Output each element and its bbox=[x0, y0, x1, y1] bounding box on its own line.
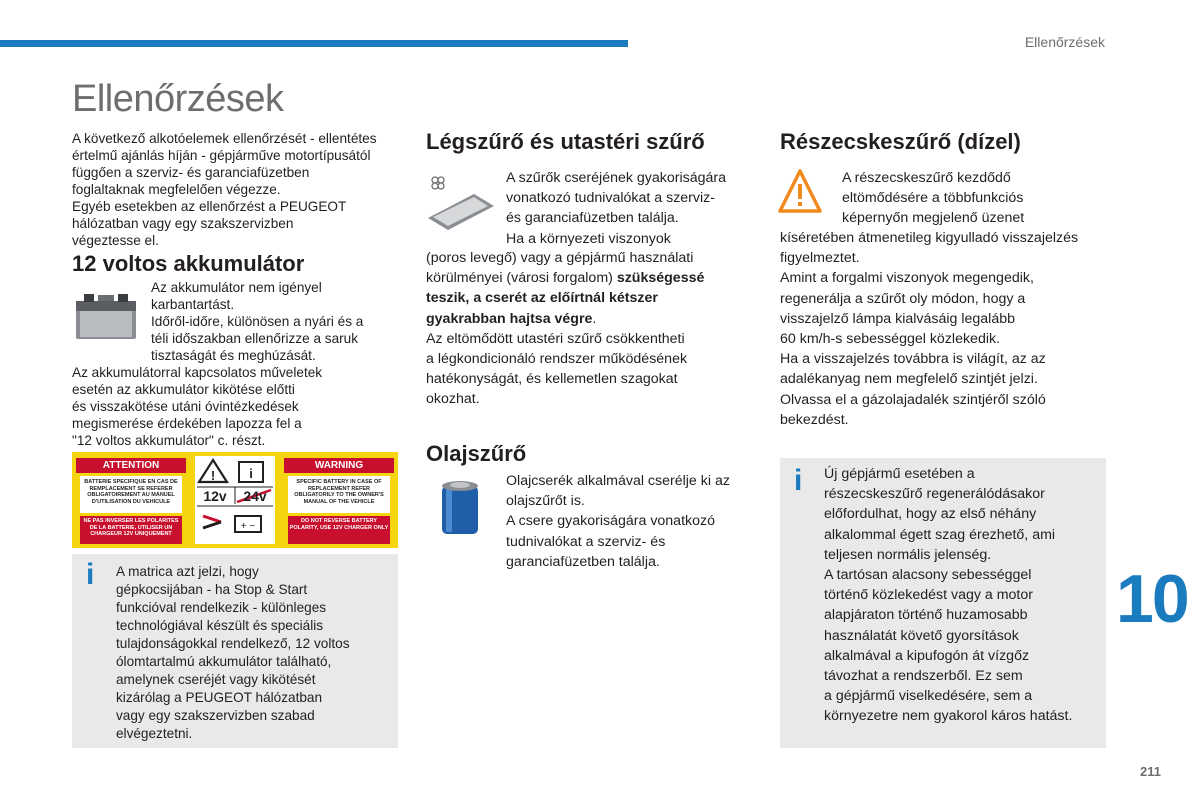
particle-filter-line: képernyőn megjelenő üzenet bbox=[842, 210, 1025, 227]
info-line: a gépjármű viselkedésére, sem a bbox=[824, 688, 1033, 705]
label-en-red: DO NOT REVERSE BATTERY POLARITY, USE 12V CHARGER ONLY bbox=[288, 516, 390, 544]
info-line: alkalommal égett szag érezhető, ami bbox=[824, 526, 1056, 543]
battery-line: Időről-időre, különösen a nyári és a bbox=[151, 314, 364, 329]
air-filter-line: Ha a környezeti viszonyok bbox=[506, 230, 671, 247]
top-accent-bar bbox=[0, 40, 628, 47]
battery-line: esetén az akkumulátor kikötése előtti bbox=[72, 382, 295, 397]
air-filter-line: a légkondicionáló rendszer működésének bbox=[426, 351, 688, 368]
air-filter-icon-text bbox=[506, 168, 756, 249]
particle-filter-line: Ha a visszajelzés továbbra is világít, az az bbox=[780, 351, 1046, 368]
intro-line: értelmű ajánlás híján - gépjárműve motortípusától bbox=[72, 148, 371, 163]
air-filter-line: Az eltömődött utastéri szűrő csökkentheti bbox=[426, 330, 685, 347]
air-filter-text-bold: teszik, a cserét az előírtnál kétszer bbox=[426, 290, 658, 307]
info-line: távozhat a rendszerből. Ez sem bbox=[824, 668, 1023, 685]
air-filter-line: A szűrők cseréjének gyakoriságára bbox=[506, 170, 727, 186]
intro-line: hálózatban vagy egy szakszervizben bbox=[72, 216, 294, 231]
info-line: funkcióval rendelkezik - különleges bbox=[116, 600, 327, 615]
battery-line: tisztaságát és meghúzását. bbox=[151, 348, 316, 363]
label-24v: 24v bbox=[243, 488, 267, 504]
intro-line: végeztesse el. bbox=[72, 233, 159, 248]
particle-filter-line: bekezdést. bbox=[780, 411, 849, 428]
info-line: elvégeztetni. bbox=[116, 726, 193, 741]
info-line: történő közlekedést vagy a motor bbox=[824, 587, 1033, 604]
particle-filter-line: eltömődésére a többfunkciós bbox=[842, 190, 1024, 207]
air-filter-text-normal: . bbox=[592, 310, 597, 327]
particle-filter-text bbox=[780, 228, 1110, 430]
info-line: teljesen normális jelenség. bbox=[824, 546, 992, 563]
intro-line: Egyéb esetekben az ellenőrzést a PEUGEOT bbox=[72, 199, 347, 214]
particle-filter-line: regenerálja a szűrőt oly módon, hogy a bbox=[780, 290, 1026, 307]
air-filter-text-bold: gyakrabban hajtsa végre bbox=[426, 310, 593, 327]
info-line: A matrica azt jelzi, hogy bbox=[116, 564, 259, 579]
warning-triangle-icon bbox=[778, 168, 822, 214]
battery-line: megismerése érdekében lapozza fel a bbox=[72, 416, 302, 431]
info-line: használatát követő gyorsítások bbox=[824, 627, 1019, 644]
svg-text:+ −: + − bbox=[240, 521, 256, 532]
info-line: alapjáraton történő huzamosabb bbox=[824, 607, 1028, 624]
label-attention: ATTENTION bbox=[76, 458, 186, 473]
particle-filter-line: Amint a forgalmi viszonyok megengedik, bbox=[780, 270, 1034, 287]
oil-filter-line: A csere gyakoriságára vonatkozó bbox=[506, 513, 715, 530]
air-filter-line bbox=[426, 268, 752, 288]
label-fr-red: NE PAS INVERSER LES POLARITES DE LA BATTERIE, UTILISER UN CHARGEUR 12V UNIQUEMENT bbox=[80, 516, 182, 544]
info-line: előfordulhat, hogy az első néhány bbox=[824, 506, 1037, 523]
oil-filter-line: tudnivalókat a szerviz- és bbox=[506, 533, 666, 550]
particle-filter-icon-text bbox=[842, 168, 1102, 229]
battery-line: téli időszakban ellenőrizze a saruk bbox=[151, 331, 359, 346]
battery-line: karbantartást. bbox=[151, 297, 235, 312]
battery-icon bbox=[72, 285, 144, 345]
info-icon: i bbox=[86, 558, 95, 591]
svg-text:!: ! bbox=[210, 468, 216, 483]
info-icon: i bbox=[794, 464, 803, 497]
label-12v: 12v bbox=[203, 488, 227, 504]
battery-line: "12 voltos akkumulátor" c. részt. bbox=[72, 433, 266, 448]
air-filter-line: vonatkozó tudnivalókat a szerviz- bbox=[506, 190, 715, 207]
particle-filter-line: Olvassa el a gázolajadalék szintjéről szóló bbox=[780, 391, 1046, 408]
battery-info-text bbox=[116, 563, 392, 743]
intro-line: függően a szerviz- és garanciafüzetben bbox=[72, 165, 310, 180]
particle-filter-info-box bbox=[780, 458, 1106, 748]
label-pictograms bbox=[195, 456, 275, 544]
intro-line: A következő alkotóelemek ellenőrzését - ellentétes bbox=[72, 131, 377, 146]
intro-line: foglaltaknak megfelelően végezze. bbox=[72, 182, 281, 197]
particle-filter-line: adalékanyag nem megfelelő szintjét jelzi. bbox=[780, 371, 1038, 388]
oil-filter-line: Olajcserék alkalmával cserélje ki az bbox=[506, 473, 730, 489]
particle-filter-info-text bbox=[824, 464, 1104, 727]
air-filter-line: (poros levegő) vagy a gépjármű használati bbox=[426, 250, 694, 266]
air-filter-text-bold: szükségessé bbox=[616, 270, 705, 287]
label-fr-box: BATTERIE SPECIFIQUE EN CAS DE REMPLACEMENT SE REFERER OBLIGATOIREMENT AU MANUEL D'UTILISATION DU VEHICULE bbox=[80, 476, 182, 513]
particle-filter-heading: Részecskeszűrő (dízel) bbox=[780, 129, 1021, 154]
air-filter-line: hatékonyságát, és kellemetlen szagokat bbox=[426, 371, 678, 388]
air-filter-line: okozhat. bbox=[426, 391, 480, 408]
battery-line: Az akkumulátorral kapcsolatos műveletek bbox=[72, 365, 323, 380]
particle-filter-line: 60 km/h-s sebességgel közlekedik. bbox=[780, 331, 1001, 348]
battery-line: Az akkumulátor nem igényel bbox=[151, 280, 322, 295]
info-line: A tartósan alacsony sebességgel bbox=[824, 567, 1032, 584]
page-title: Ellenőrzések bbox=[72, 78, 284, 120]
battery-info-box bbox=[72, 554, 398, 748]
page-number: 211 bbox=[1140, 764, 1161, 779]
info-line: amelynek cseréjét vagy kikötését bbox=[116, 672, 316, 687]
battery-icon-text bbox=[151, 279, 401, 364]
air-filter-line bbox=[426, 309, 752, 329]
label-en-box: SPECIFIC BATTERY IN CASE OF REPLACEMENT REFER OBLIGATORILY TO THE OWNER'S MANUAL OF THE VEHICLE bbox=[288, 476, 390, 513]
intro-text bbox=[72, 130, 398, 249]
oil-filter-icon bbox=[436, 478, 484, 538]
chapter-number: 10 bbox=[1116, 561, 1188, 637]
label-warning: WARNING bbox=[284, 458, 394, 473]
info-line: környezetre nem gyakorol káros hatást. bbox=[824, 708, 1073, 725]
info-line: alkalmával a kipufogón át vízgőz bbox=[824, 647, 1030, 664]
oil-filter-text bbox=[506, 471, 756, 572]
battery-warning-label bbox=[72, 452, 398, 548]
info-line: részecskeszűrő regenerálódásakor bbox=[824, 486, 1045, 503]
particle-filter-line: A részecskeszűrő kezdődő bbox=[842, 170, 1011, 186]
info-line: ólomtartalmú akkumulátor található, bbox=[116, 654, 332, 669]
info-line: technológiával készült és speciális bbox=[116, 618, 324, 633]
air-filter-text-normal: körülményei (városi forgalom) bbox=[426, 270, 617, 287]
battery-text bbox=[72, 364, 398, 449]
info-line: tulajdonságokkal rendelkező, 12 voltos bbox=[116, 636, 350, 651]
air-filter-line bbox=[426, 288, 752, 308]
particle-filter-line: kíséretében átmenetileg kigyulladó visszajelzés bbox=[780, 230, 1079, 246]
air-filter-heading: Légszűrő és utastéri szűrő bbox=[426, 129, 705, 154]
air-filter-line: és garanciafüzetben találja. bbox=[506, 210, 679, 227]
info-line: gépkocsijában - ha Stop & Start bbox=[116, 582, 308, 597]
battery-heading: 12 voltos akkumulátor bbox=[72, 251, 305, 276]
battery-line: és visszakötése utáni óvintézkedések bbox=[72, 399, 299, 414]
particle-filter-line: visszajelző lámpa kialvásáig legalább bbox=[780, 310, 1016, 327]
section-title: Ellenőrzések bbox=[1024, 34, 1105, 50]
air-filter-text bbox=[426, 248, 752, 410]
oil-filter-heading: Olajszűrő bbox=[426, 441, 527, 466]
svg-text:i: i bbox=[249, 466, 253, 481]
oil-filter-line: garanciafüzetben találja. bbox=[506, 553, 660, 570]
info-line: Új gépjármű esetében a bbox=[824, 466, 975, 482]
particle-filter-line: figyelmeztet. bbox=[780, 250, 860, 267]
oil-filter-line: olajszűrőt is. bbox=[506, 493, 585, 510]
cabin-filter-icon bbox=[426, 174, 496, 232]
info-line: kizárólag a PEUGEOT hálózatban bbox=[116, 690, 323, 705]
info-line: vagy egy szakszervizben szabad bbox=[116, 708, 315, 723]
